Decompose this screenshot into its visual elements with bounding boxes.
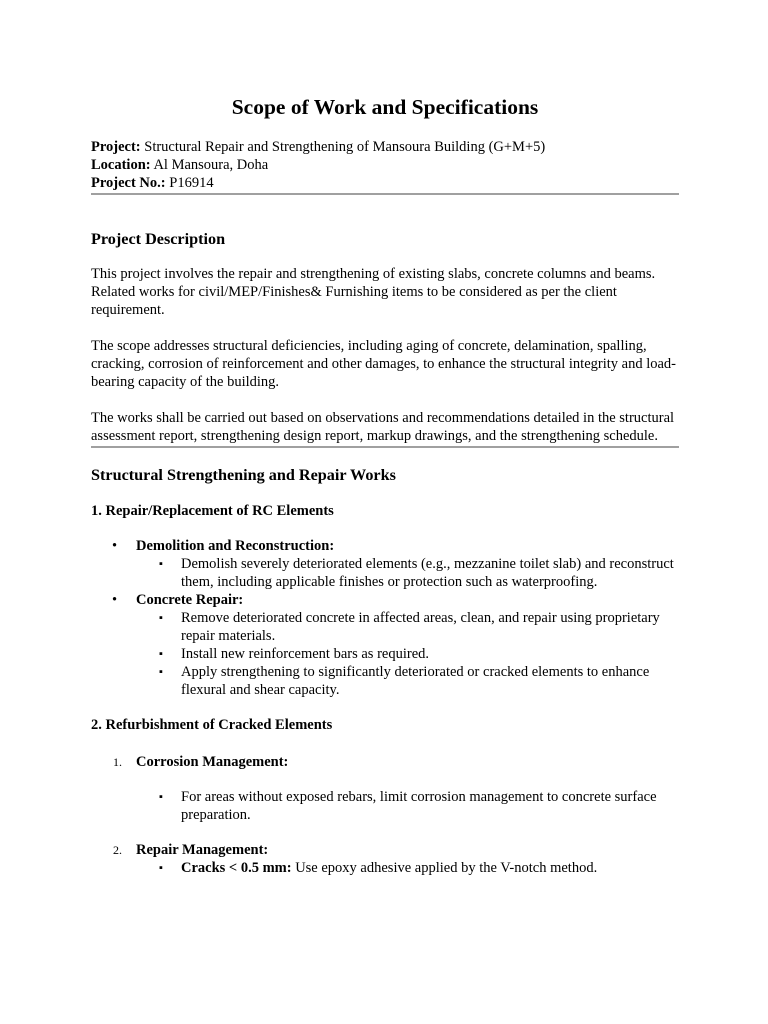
project-meta [91,138,679,192]
concrete-repair-title: Concrete Repair: [136,592,244,608]
bullet-icon: • [112,538,118,554]
description-paragraph-2: The scope addresses structural deficiencies, including aging of concrete, delamination, spalling, cracking, corrosion of reinforcement and other damages, to enhance the structural integrity and load-bearing capacity of the building. [91,338,677,390]
divider-1 [91,193,679,195]
section-2-heading: 2. Refurbishment of Cracked Elements [91,717,333,733]
cracks-label: Cracks < 0.5 mm: [181,860,292,876]
meta-location-label: Location: [91,157,151,173]
meta-project-value: Structural Repair and Strengthening of Mansoura Building (G+M+5) [144,139,546,155]
list-item-demolition [91,537,679,555]
corrosion-management-title: Corrosion Management: [136,754,289,770]
page-title: Scope of Work and Specifications [231,95,539,119]
square-bullet-icon: ▪ [159,862,163,874]
concrete-item-3-text: Apply strengthening to significantly deteriorated or cracked elements to enhance flexural and shear capacity. [181,664,650,698]
square-bullet-icon: ▪ [159,648,163,660]
demolition-item-text: Demolish severely deteriorated elements (e.g., mezzanine toilet slab) and reconstruct them, including applicable finishes or protection such as waterproofing. [181,556,674,590]
list-item-concrete-1 [91,609,679,645]
square-bullet-icon: ▪ [159,558,163,570]
list-item-demolition-1 [91,555,679,591]
project-description-heading: Project Description [91,230,226,248]
document-content [91,93,679,877]
concrete-item-1-text: Remove deteriorated concrete in affected areas, clean, and repair using proprietary repair materials. [181,610,660,644]
numbered-item-1 [91,753,679,771]
repair-management-title: Repair Management: [136,842,269,858]
number-marker: 1. [113,755,122,769]
meta-project-no-label: Project No.: [91,175,166,191]
description-paragraph-3: The works shall be carried out based on observations and recommendations detailed in the structural assessment report, strengthening design report, markup drawings, and the strengthening schedule. [91,410,675,444]
meta-project-no [91,174,679,192]
section-1-heading: 1. Repair/Replacement of RC Elements [91,503,334,519]
number-marker: 2. [113,843,122,857]
concrete-item-2-text: Install new reinforcement bars as required. [181,646,430,662]
meta-project-label: Project: [91,139,141,155]
list-item-concrete-3 [91,663,679,699]
bullet-icon: • [112,592,118,608]
list-item-concrete-repair [91,591,679,609]
list-item-corrosion-1 [91,788,679,824]
meta-location [91,156,679,174]
demolition-title: Demolition and Reconstruction: [136,538,335,554]
corrosion-item-text: For areas without exposed rebars, limit corrosion management to concrete surface preparation. [181,789,657,823]
cracks-text: Use epoxy adhesive applied by the V-notch method. [291,860,598,876]
square-bullet-icon: ▪ [159,612,163,624]
works-heading: Structural Strengthening and Repair Works [91,466,396,484]
description-paragraph-1: This project involves the repair and strengthening of existing slabs, concrete columns and beams. Related works for civil/MEP/Finishes& Furnishing items to be considered as per the client requirement. [91,266,656,318]
list-item-concrete-2 [91,645,679,663]
meta-project-no-value: P16914 [169,175,214,191]
square-bullet-icon: ▪ [159,791,163,803]
list-item-cracks [91,859,679,877]
meta-location-value: Al Mansoura, Doha [153,157,269,173]
numbered-item-2 [91,841,679,859]
square-bullet-icon: ▪ [159,666,163,678]
meta-project [91,138,679,156]
divider-2 [91,446,679,448]
